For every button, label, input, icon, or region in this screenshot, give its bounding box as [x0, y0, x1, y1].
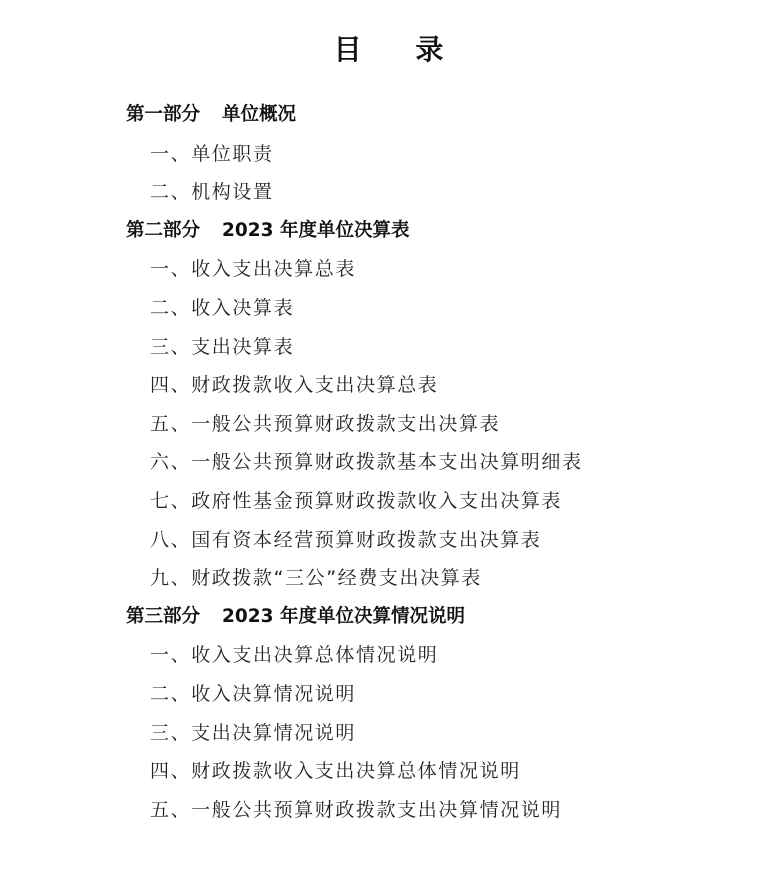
toc-item[interactable]: 一、收入支出决算总表 [150, 258, 357, 281]
table-of-contents [0, 96, 777, 829]
toc-item[interactable]: 二、机构设置 [150, 181, 274, 204]
part-title: 2023 年度单位决算情况说明 [222, 605, 465, 627]
toc-item[interactable]: 一、收入支出决算总体情况说明 [150, 644, 439, 667]
toc-item[interactable]: 五、一般公共预算财政拨款支出决算表 [150, 412, 501, 435]
part-label: 第三部分 [126, 605, 201, 627]
toc-item[interactable]: 一、单位职责 [150, 142, 274, 165]
toc-part-2[interactable] [0, 212, 777, 251]
toc-item[interactable]: 五、一般公共预算财政拨款支出决算情况说明 [150, 798, 563, 821]
toc-item[interactable]: 二、收入决算表 [150, 296, 295, 319]
page-title: 目 录 [333, 33, 466, 66]
toc-item[interactable]: 四、财政拨款收入支出决算总体情况说明 [150, 760, 521, 783]
toc-item[interactable]: 四、财政拨款收入支出决算总表 [150, 374, 439, 397]
part-label: 第二部分 [126, 219, 201, 241]
toc-item[interactable]: 三、支出决算情况说明 [150, 721, 357, 744]
toc-part-1[interactable] [0, 96, 777, 135]
toc-item[interactable]: 六、一般公共预算财政拨款基本支出决算明细表 [150, 451, 583, 474]
toc-part-3[interactable] [0, 598, 777, 637]
part-label: 第一部分 [126, 104, 201, 125]
toc-item[interactable]: 八、国有资本经营预算财政拨款支出决算表 [150, 528, 542, 551]
part-title: 2023 年度单位决算表 [222, 219, 410, 241]
toc-item[interactable]: 九、财政拨款“三公”经费支出决算表 [150, 567, 482, 590]
part-title: 单位概况 [222, 104, 297, 125]
toc-item[interactable]: 七、政府性基金预算财政拨款收入支出决算表 [150, 489, 563, 512]
toc-item[interactable]: 二、收入决算情况说明 [150, 682, 357, 705]
toc-item[interactable]: 三、支出决算表 [150, 335, 295, 358]
